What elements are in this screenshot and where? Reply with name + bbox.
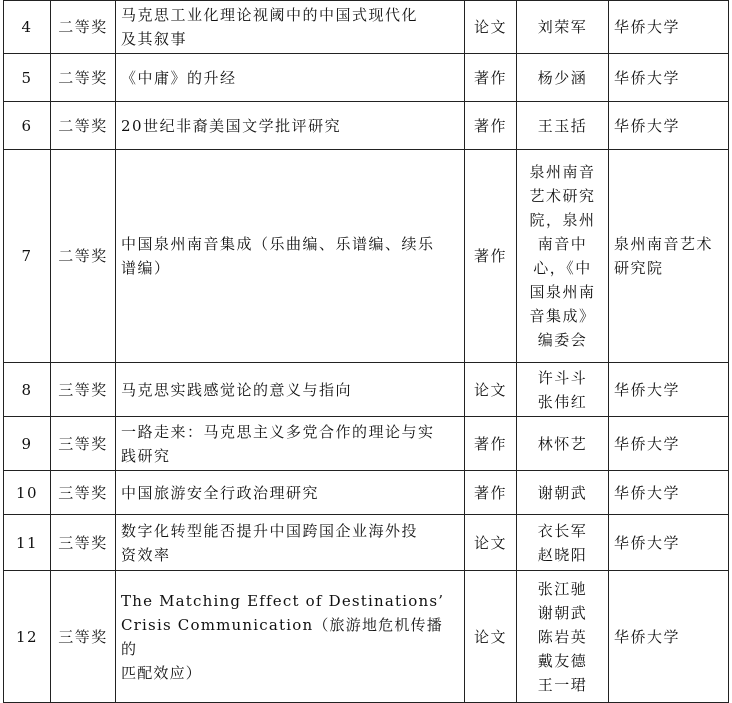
author-cell <box>517 363 609 417</box>
author-line: 国泉州南 <box>529 283 596 301</box>
work-title-line: 《中庸》的升经 <box>121 68 237 87</box>
author-cell <box>517 102 609 150</box>
organization-line: 华侨大学 <box>614 434 681 453</box>
table-row <box>4 571 729 703</box>
author-line: 戴友德 <box>537 651 588 670</box>
work-title-cell <box>116 54 465 102</box>
work-title-cell <box>116 1 465 54</box>
author-line: 陈岩英 <box>537 627 588 646</box>
work-title-line: 资效率 <box>121 545 171 564</box>
work-type-cell: 著作 <box>465 150 517 363</box>
serial-number-cell: 12 <box>4 571 51 703</box>
author-cell <box>517 417 609 471</box>
organization-cell <box>609 571 729 703</box>
work-title-line: 践研究 <box>121 446 171 465</box>
organization-cell <box>609 54 729 102</box>
author-line: 王一珺 <box>537 675 588 694</box>
author-line: 泉州南音 <box>529 163 596 181</box>
work-title-line: 20世纪非裔美国文学批评研究 <box>121 116 342 135</box>
organization-line: 研究院 <box>614 259 664 277</box>
serial-number-cell: 6 <box>4 102 51 150</box>
serial-number-cell: 10 <box>4 471 51 515</box>
work-title-cell <box>116 515 465 571</box>
work-title-cell <box>116 471 465 515</box>
author-line: 院，泉州 <box>529 211 596 229</box>
table-row <box>4 1 729 54</box>
organization-line: 泉州南音艺术 <box>614 235 714 253</box>
author-cell <box>517 471 609 515</box>
work-title-cell <box>116 417 465 471</box>
work-type-cell: 论文 <box>465 1 517 54</box>
work-title-line: 数字化转型能否提升中国跨国企业海外投 <box>121 521 419 540</box>
organization-line: 华侨大学 <box>614 18 681 36</box>
author-line: 衣长军 <box>537 521 588 540</box>
table-row <box>4 417 729 471</box>
work-title-line: The Matching Effect of Destinations’ <box>121 591 445 610</box>
serial-number-cell: 9 <box>4 417 51 471</box>
awards-table-body <box>4 1 729 703</box>
work-title-line: 中国泉州南音集成（乐曲编、乐谱编、续乐 <box>121 235 435 253</box>
work-title-cell <box>116 150 465 363</box>
serial-number-cell: 11 <box>4 515 51 571</box>
serial-number-cell: 8 <box>4 363 51 417</box>
work-title-line: 及其叙事 <box>121 30 188 48</box>
organization-cell <box>609 417 729 471</box>
author-line: 刘荣军 <box>537 18 588 36</box>
award-grade-cell: 二等奖 <box>51 102 116 150</box>
organization-line: 华侨大学 <box>614 116 681 135</box>
organization-cell <box>609 363 729 417</box>
organization-line: 华侨大学 <box>614 380 681 399</box>
serial-number-cell: 4 <box>4 1 51 54</box>
author-cell <box>517 1 609 54</box>
author-line: 许斗斗 <box>537 368 588 387</box>
author-line: 编委会 <box>537 331 588 349</box>
organization-cell <box>609 1 729 54</box>
work-type-cell: 论文 <box>465 515 517 571</box>
author-line: 王玉括 <box>537 116 588 135</box>
work-type-cell: 著作 <box>465 417 517 471</box>
work-type-cell: 著作 <box>465 471 517 515</box>
organization-line: 华侨大学 <box>614 68 681 87</box>
author-line: 赵晓阳 <box>537 545 588 564</box>
work-title-cell <box>116 102 465 150</box>
work-title-line: 一路走来：马克思主义多党合作的理论与实 <box>121 422 435 441</box>
work-title-cell <box>116 363 465 417</box>
author-line: 杨少涵 <box>537 68 588 87</box>
awards-table <box>3 0 729 703</box>
organization-cell <box>609 102 729 150</box>
award-grade-cell: 三等奖 <box>51 417 116 471</box>
organization-cell <box>609 515 729 571</box>
work-title-line: 马克思工业化理论视阈中的中国式现代化 <box>121 6 419 24</box>
work-title-line: Crisis Communication（旅游地危机传播的 <box>121 615 443 658</box>
serial-number-cell: 5 <box>4 54 51 102</box>
table-row <box>4 54 729 102</box>
organization-line: 华侨大学 <box>614 483 681 502</box>
table-row <box>4 363 729 417</box>
work-type-cell: 著作 <box>465 54 517 102</box>
author-line: 艺术研究 <box>529 187 596 205</box>
organization-cell <box>609 150 729 363</box>
author-cell <box>517 54 609 102</box>
author-line: 张江驰 <box>537 579 588 598</box>
organization-cell <box>609 471 729 515</box>
author-cell <box>517 515 609 571</box>
award-grade-cell: 二等奖 <box>51 1 116 54</box>
work-title-line: 匹配效应） <box>121 663 203 682</box>
author-line: 音集成》 <box>529 307 596 325</box>
author-line: 谢朝武 <box>537 603 588 622</box>
table-row <box>4 102 729 150</box>
organization-line: 华侨大学 <box>614 627 681 646</box>
work-title-cell <box>116 571 465 703</box>
award-grade-cell: 二等奖 <box>51 150 116 363</box>
award-grade-cell: 二等奖 <box>51 54 116 102</box>
award-grade-cell: 三等奖 <box>51 471 116 515</box>
author-line: 谢朝武 <box>537 483 588 502</box>
work-title-line: 中国旅游安全行政治理研究 <box>121 483 320 502</box>
author-cell <box>517 571 609 703</box>
award-grade-cell: 三等奖 <box>51 363 116 417</box>
work-type-cell: 论文 <box>465 571 517 703</box>
table-row <box>4 150 729 363</box>
author-line: 林怀艺 <box>537 434 588 453</box>
author-line: 心，《中 <box>533 259 592 277</box>
award-grade-cell: 三等奖 <box>51 515 116 571</box>
work-title-line: 马克思实践感觉论的意义与指向 <box>121 380 353 399</box>
organization-line: 华侨大学 <box>614 533 681 552</box>
work-type-cell: 著作 <box>465 102 517 150</box>
author-line: 南音中 <box>537 235 588 253</box>
work-type-cell: 论文 <box>465 363 517 417</box>
serial-number-cell: 7 <box>4 150 51 363</box>
table-row <box>4 471 729 515</box>
award-grade-cell: 三等奖 <box>51 571 116 703</box>
work-title-line: 谱编） <box>121 259 171 277</box>
author-line: 张伟红 <box>537 392 588 411</box>
author-cell <box>517 150 609 363</box>
table-row <box>4 515 729 571</box>
